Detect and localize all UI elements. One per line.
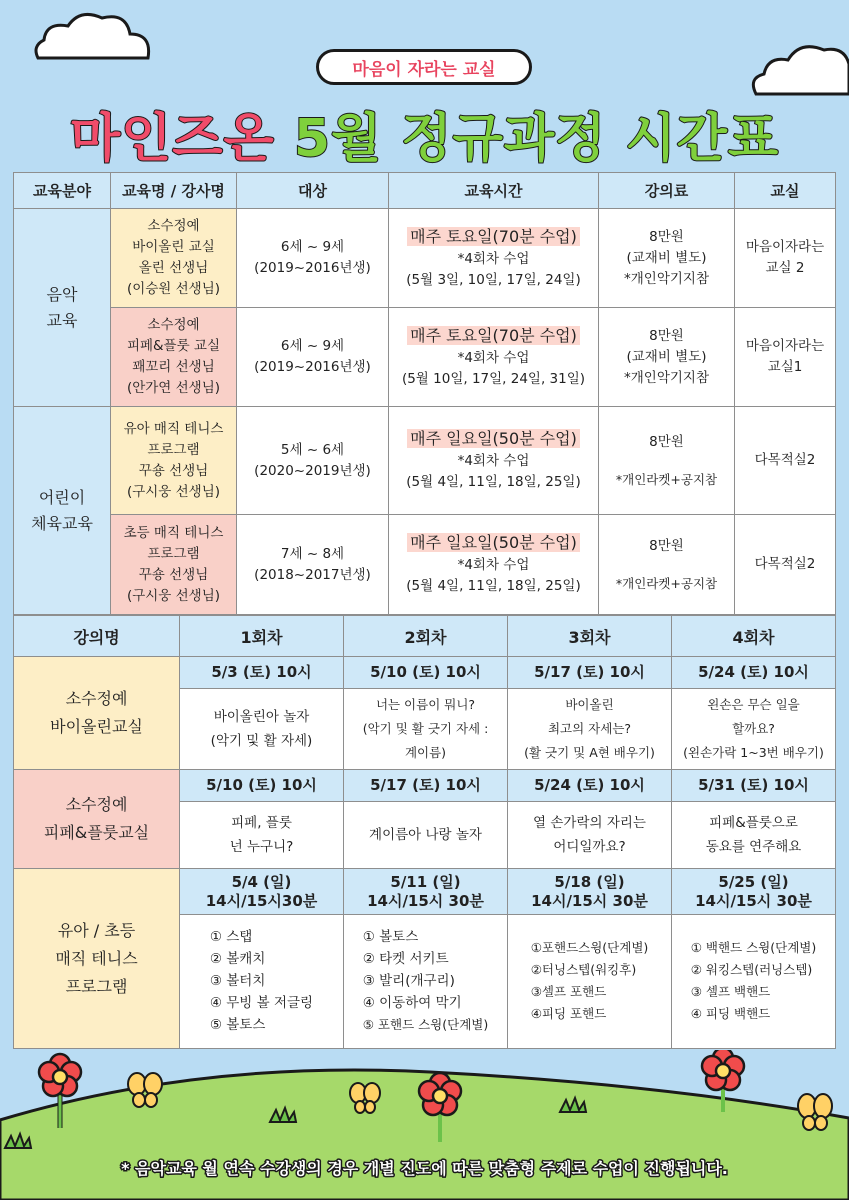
course-text: (구시웅 선생님) (126, 483, 221, 500)
course-text: (안가연 선생님) (126, 380, 221, 396)
butterfly-icon (798, 1094, 832, 1130)
session-content (508, 689, 672, 770)
course-text: 바이올린 교실 (132, 239, 215, 255)
category-text: 음악 (46, 284, 78, 304)
target-text: 5세 ~ 6세 (280, 441, 345, 458)
fee-text: *개인악기지참 (624, 270, 709, 287)
page-title (0, 96, 849, 171)
room-text: 마음이자라는 (745, 239, 825, 255)
fee-text: *개인라켓+공지참 (615, 471, 718, 487)
header-cell: 대상 (237, 173, 389, 209)
course-name (14, 869, 180, 1049)
course-text: 매직 테니스 (55, 948, 138, 968)
time-highlight: 매주 토요일(70분 수업) (407, 227, 580, 246)
date-text: 5/25 (일) (718, 872, 789, 891)
date-text: 5/4 (일) (231, 872, 292, 891)
header-cell: 교육명 / 강사명 (111, 173, 237, 209)
course-text: 피페&플룻 교실 (126, 338, 221, 354)
content-text: ④ 무빙 볼 저글링 (209, 995, 314, 1011)
category-sports (14, 407, 111, 615)
session-content (672, 689, 836, 770)
room-text: 다목적실2 (754, 556, 816, 572)
room-text: 교실 2 (765, 260, 805, 276)
target-text: (2019~2016년생) (254, 359, 371, 375)
category-text: 어린이 (38, 487, 86, 507)
session-date (344, 869, 508, 915)
session-date: 5/24 (토) 10시 (672, 657, 836, 689)
course-text: 바이올린교실 (50, 717, 143, 736)
course-text: 유아 매직 테니스 (123, 420, 224, 437)
time-text: *4회차 수업 (457, 557, 530, 573)
butterfly-icon (128, 1073, 162, 1107)
course-text: (구시웅 선생님) (126, 587, 221, 604)
course-text: 소수정예 (147, 218, 200, 234)
header-cell: 교육시간 (389, 173, 599, 209)
time-highlight: 매주 토요일(70분 수업) (407, 326, 580, 345)
room-cell (735, 308, 836, 407)
target-cell (237, 515, 389, 615)
course-text: 프로그램 (65, 976, 128, 996)
content-text: 계이름) (404, 745, 447, 760)
content-text: 피페&플룻으로 (709, 815, 798, 831)
session-date: 5/31 (토) 10시 (672, 770, 836, 802)
date-text: 5/11 (일) (390, 872, 461, 891)
content-text: (왼손가락 1~3번 배우기) (683, 745, 824, 760)
course-text: 프로그램 (147, 441, 200, 458)
content-text: ② 워킹스텝(러닝스텝) (690, 962, 813, 977)
content-text: 넌 누구니? (229, 839, 294, 855)
header-cell: 1회차 (180, 616, 344, 657)
course-name (14, 770, 180, 869)
session-date: 5/17 (토) 10시 (508, 657, 672, 689)
session-content (180, 802, 344, 869)
fee-text: 8만원 (649, 433, 684, 450)
curriculum-table (13, 615, 836, 1049)
content-text: ⑤ 볼토스 (209, 1017, 266, 1033)
session-date: 5/17 (토) 10시 (344, 770, 508, 802)
session-date: 5/3 (토) 10시 (180, 657, 344, 689)
date-text: 5/18 (일) (554, 872, 625, 891)
content-text: 바이올린 (565, 697, 614, 712)
course-text: 소수정예 (147, 317, 200, 333)
target-cell (237, 308, 389, 407)
content-text: ④피딩 포핸드 (530, 1006, 607, 1021)
content-text: 동요를 연주해요 (705, 839, 802, 855)
course-name (111, 308, 237, 407)
content-text: ① 볼토스 (362, 929, 419, 945)
table-row (14, 515, 836, 615)
course-text: 꾸숑 선생님 (138, 462, 209, 479)
session-content (180, 915, 344, 1049)
cloud-top-right (748, 38, 849, 98)
room-cell (735, 407, 836, 515)
table-row (14, 407, 836, 515)
header-cell: 교육분야 (14, 173, 111, 209)
session-content (344, 915, 508, 1049)
content-text: ⑤ 포핸드 스윙(단계별) (362, 1017, 489, 1032)
session-date: 5/10 (토) 10시 (180, 770, 344, 802)
course-text: 올린 선생님 (138, 260, 209, 276)
session-content (508, 802, 672, 869)
category-text: 체육교육 (31, 513, 93, 533)
session-content (344, 802, 508, 869)
content-text: ③셀프 포핸드 (530, 984, 607, 999)
time-text: (5월 4일, 11일, 18일, 25일) (406, 474, 581, 490)
time-text: *4회차 수업 (457, 349, 530, 366)
course-text: 프로그램 (147, 545, 200, 562)
fee-cell (599, 209, 735, 308)
date-row (14, 869, 836, 915)
session-content (344, 689, 508, 770)
content-text: 최고의 자세는? (547, 721, 632, 736)
date-text: 14시/15시 30분 (695, 891, 812, 910)
time-highlight: 매주 일요일(50분 수업) (407, 429, 580, 448)
table-row (14, 308, 836, 407)
course-name (111, 407, 237, 515)
course-text: (이승원 선생님) (126, 281, 221, 297)
content-text: 피페, 플룻 (231, 815, 292, 831)
time-cell (389, 308, 599, 407)
schedule-table (13, 172, 836, 615)
session-content (180, 689, 344, 770)
content-text: 왼손은 무슨 일을 (707, 697, 800, 712)
target-text: (2018~2017년생) (254, 566, 371, 583)
target-text: 7세 ~ 8세 (280, 545, 345, 562)
date-row (14, 657, 836, 689)
header-cell: 강의명 (14, 616, 180, 657)
fee-text: 8만원 (649, 327, 684, 344)
target-text: 6세 ~ 9세 (280, 338, 345, 354)
fee-text: (교재비 별도) (626, 348, 707, 365)
fee-text: 8만원 (649, 228, 684, 245)
time-text: (5월 4일, 11일, 18일, 25일) (406, 578, 581, 594)
butterfly-icon (350, 1083, 380, 1113)
session-date (508, 869, 672, 915)
target-cell (237, 209, 389, 308)
course-text: 피페&플룻교실 (43, 823, 150, 842)
target-text: (2020~2019년생) (254, 462, 371, 479)
room-cell (735, 209, 836, 308)
content-text: 바이올린아 놀자 (213, 709, 310, 725)
time-highlight: 매주 일요일(50분 수업) (407, 533, 580, 552)
content-text: ②터닝스텝(워킹후) (530, 962, 637, 977)
time-cell (389, 515, 599, 615)
session-date (180, 869, 344, 915)
content-text: (악기 및 활 자세) (210, 733, 313, 749)
header-cell: 교실 (735, 173, 836, 209)
cloud-top-left (28, 8, 158, 64)
content-text: ③ 발리(개구리) (362, 973, 455, 989)
room-text: 다목적실2 (754, 452, 816, 468)
content-text: ① 백핸드 스윙(단계별) (690, 940, 817, 955)
date-text: 14시/15시 30분 (531, 891, 648, 910)
title-part2: 5월 정규과정 시간표 (293, 109, 780, 169)
time-text: *4회차 수업 (457, 453, 530, 469)
content-text: 계이름아 나랑 놀자 (369, 827, 482, 843)
content-text: (악기 및 활 긋기 자세 : (362, 721, 489, 736)
time-text: (5월 10일, 17일, 24일, 31일) (401, 370, 586, 387)
date-text: 14시/15시30분 (205, 891, 318, 910)
time-text: *4회차 수업 (457, 250, 530, 267)
table-row (14, 209, 836, 308)
date-text: 14시/15시 30분 (367, 891, 484, 910)
header-cell: 2회차 (344, 616, 508, 657)
target-cell (237, 407, 389, 515)
room-text: 마음이자라는 (745, 338, 825, 354)
session-content (672, 802, 836, 869)
session-content (508, 915, 672, 1049)
date-row (14, 770, 836, 802)
footer-note: * 음악교육 월 연속 수강생의 경우 개별 진도에 따른 맞춤형 주제로 수업이 진행됩니다. (121, 1159, 728, 1178)
fee-cell (599, 515, 735, 615)
time-cell (389, 407, 599, 515)
course-text: 소수정예 (65, 795, 128, 814)
content-text: ③ 셀프 백핸드 (690, 984, 771, 999)
subtitle-text: 마음이 자라는 교실 (352, 59, 496, 80)
content-text: ② 볼캐치 (209, 951, 266, 967)
course-text: 꾸숑 선생님 (138, 566, 209, 583)
category-music (14, 209, 111, 407)
course-name (111, 515, 237, 615)
session-date: 5/10 (토) 10시 (344, 657, 508, 689)
target-text: (2019~2016년생) (254, 260, 371, 276)
course-text: 초등 매직 테니스 (123, 524, 224, 541)
content-text: ④ 피딩 백핸드 (690, 1006, 771, 1021)
table-header-row (14, 173, 836, 209)
course-name (111, 209, 237, 308)
content-text: (활 긋기 및 A현 배우기) (524, 745, 655, 760)
course-text: 소수정예 (65, 689, 128, 708)
time-cell (389, 209, 599, 308)
content-text: 너는 이름이 뭐니? (375, 697, 476, 712)
room-cell (735, 515, 836, 615)
subtitle-badge (316, 49, 532, 85)
content-text: ③ 볼터치 (209, 973, 266, 989)
content-text: 어디일까요? (553, 839, 626, 855)
session-date (672, 869, 836, 915)
fee-cell (599, 407, 735, 515)
table-header-row (14, 616, 836, 657)
course-text: 꽤꼬리 선생님 (132, 359, 215, 375)
fee-text: 8만원 (649, 537, 684, 554)
content-text: ① 스탭 (209, 929, 253, 945)
title-part1: 마인즈온 (69, 109, 275, 169)
content-text: ② 타켓 서키트 (362, 951, 449, 967)
fee-text: *개인라켓+공지참 (615, 575, 718, 591)
category-text: 교육 (46, 310, 78, 330)
target-text: 6세 ~ 9세 (280, 239, 345, 255)
room-text: 교실1 (767, 359, 803, 375)
content-text: ④ 이동하여 막기 (362, 995, 462, 1011)
fee-cell (599, 308, 735, 407)
content-text: 할까요? (732, 721, 775, 736)
time-text: (5월 3일, 10일, 17일, 24일) (406, 271, 581, 288)
session-content (672, 915, 836, 1049)
fee-text: *개인악기지참 (624, 369, 709, 386)
header-cell: 3회차 (508, 616, 672, 657)
header-cell: 4회차 (672, 616, 836, 657)
course-name (14, 657, 180, 770)
course-text: 유아 / 초등 (57, 920, 136, 940)
fee-text: (교재비 별도) (626, 249, 707, 266)
content-text: ①포핸드스윙(단계별) (530, 940, 649, 955)
session-date: 5/24 (토) 10시 (508, 770, 672, 802)
content-text: 열 손가락의 자리는 (533, 815, 646, 831)
header-cell: 강의료 (599, 173, 735, 209)
